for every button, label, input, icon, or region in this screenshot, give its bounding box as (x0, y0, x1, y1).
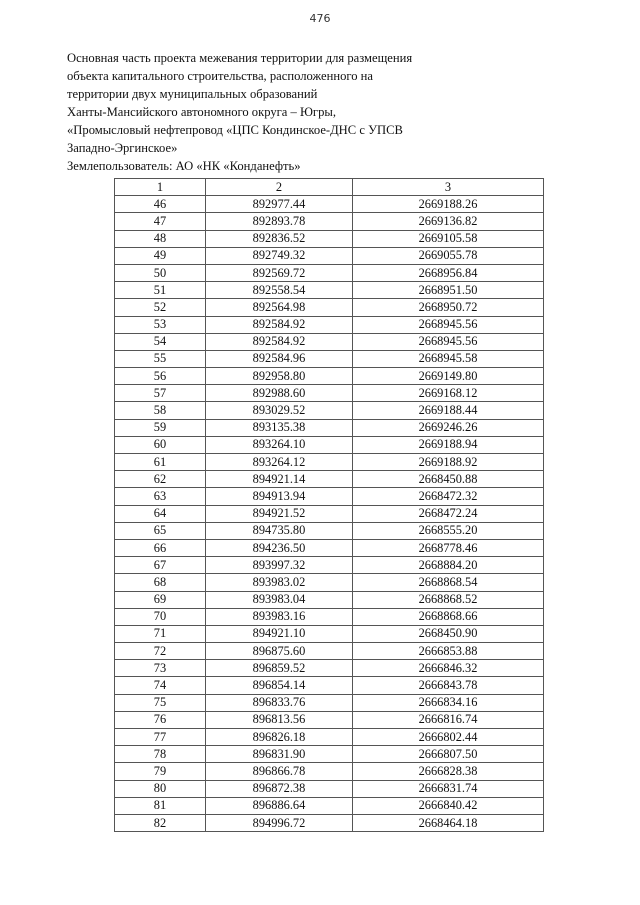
table-row (115, 213, 544, 230)
y-coordinate-cell: 2666816.74 (353, 711, 544, 728)
x-coordinate-cell: 893983.16 (206, 608, 353, 625)
x-coordinate-cell: 892988.60 (206, 385, 353, 402)
y-coordinate-cell: 2669246.26 (353, 419, 544, 436)
y-coordinate-cell: 2668464.18 (353, 814, 544, 831)
y-coordinate-cell: 2668450.88 (353, 471, 544, 488)
y-coordinate-cell: 2666846.32 (353, 660, 544, 677)
point-number-cell: 51 (115, 282, 206, 299)
point-number-cell: 61 (115, 454, 206, 471)
table-row (115, 471, 544, 488)
y-coordinate-cell: 2668945.58 (353, 350, 544, 367)
point-number-cell: 67 (115, 557, 206, 574)
y-coordinate-cell: 2668868.66 (353, 608, 544, 625)
point-number-cell: 53 (115, 316, 206, 333)
table-row (115, 539, 544, 556)
table-row (115, 797, 544, 814)
y-coordinate-cell: 2668868.52 (353, 591, 544, 608)
y-coordinate-cell: 2666843.78 (353, 677, 544, 694)
point-number-cell: 66 (115, 539, 206, 556)
point-number-cell: 52 (115, 299, 206, 316)
y-coordinate-cell: 2666840.42 (353, 797, 544, 814)
table-row (115, 488, 544, 505)
point-number-cell: 49 (115, 247, 206, 264)
point-number-cell: 75 (115, 694, 206, 711)
x-coordinate-cell: 894921.52 (206, 505, 353, 522)
x-coordinate-cell: 896833.76 (206, 694, 353, 711)
table-row (115, 299, 544, 316)
point-number-cell: 68 (115, 574, 206, 591)
table-row (115, 780, 544, 797)
point-number-cell: 58 (115, 402, 206, 419)
point-number-cell: 60 (115, 436, 206, 453)
x-coordinate-cell: 892749.32 (206, 247, 353, 264)
point-number-cell: 78 (115, 746, 206, 763)
x-coordinate-cell: 894996.72 (206, 814, 353, 831)
coordinates-table (114, 178, 544, 832)
x-coordinate-cell: 894921.14 (206, 471, 353, 488)
table-row (115, 419, 544, 436)
table-row (115, 196, 544, 213)
heading-line: Западно-Эргинское» (67, 141, 178, 155)
x-coordinate-cell: 896886.64 (206, 797, 353, 814)
x-coordinate-cell: 892584.92 (206, 333, 353, 350)
table-row (115, 454, 544, 471)
x-coordinate-cell: 892977.44 (206, 196, 353, 213)
x-coordinate-cell: 896826.18 (206, 729, 353, 746)
heading-line: Основная часть проекта межевания территории для размещения (67, 51, 413, 65)
x-coordinate-cell: 892569.72 (206, 264, 353, 281)
x-coordinate-cell: 894236.50 (206, 539, 353, 556)
point-number-cell: 79 (115, 763, 206, 780)
point-number-cell: 80 (115, 780, 206, 797)
table-row (115, 402, 544, 419)
table-row (115, 574, 544, 591)
point-number-cell: 56 (115, 368, 206, 385)
x-coordinate-cell: 894735.80 (206, 522, 353, 539)
x-coordinate-cell: 892584.92 (206, 316, 353, 333)
point-number-cell: 57 (115, 385, 206, 402)
table-row (115, 608, 544, 625)
table-row (115, 436, 544, 453)
x-coordinate-cell: 896872.38 (206, 780, 353, 797)
table-row (115, 711, 544, 728)
heading-line: «Промысловый нефтепровод «ЦПС Кондинское-ДНС с УПСВ (67, 123, 403, 137)
x-coordinate-cell: 893997.32 (206, 557, 353, 574)
point-number-cell: 63 (115, 488, 206, 505)
y-coordinate-cell: 2666802.44 (353, 729, 544, 746)
x-coordinate-cell: 893029.52 (206, 402, 353, 419)
column-header-point-number: 1 (115, 179, 206, 196)
x-coordinate-cell: 892893.78 (206, 213, 353, 230)
heading-line: объекта капитального строительства, расположенного на (67, 69, 373, 83)
point-number-cell: 71 (115, 625, 206, 642)
y-coordinate-cell: 2668951.50 (353, 282, 544, 299)
point-number-cell: 82 (115, 814, 206, 831)
table-row (115, 729, 544, 746)
y-coordinate-cell: 2668945.56 (353, 316, 544, 333)
x-coordinate-cell: 892836.52 (206, 230, 353, 247)
point-number-cell: 55 (115, 350, 206, 367)
y-coordinate-cell: 2669055.78 (353, 247, 544, 264)
y-coordinate-cell: 2669188.92 (353, 454, 544, 471)
column-header-y-coordinate: 3 (353, 179, 544, 196)
y-coordinate-cell: 2669188.94 (353, 436, 544, 453)
point-number-cell: 62 (115, 471, 206, 488)
y-coordinate-cell: 2668472.24 (353, 505, 544, 522)
table-row (115, 316, 544, 333)
column-header-x-coordinate: 2 (206, 179, 353, 196)
point-number-cell: 46 (115, 196, 206, 213)
point-number-cell: 54 (115, 333, 206, 350)
x-coordinate-cell: 896875.60 (206, 643, 353, 660)
table-row (115, 333, 544, 350)
x-coordinate-cell: 893983.02 (206, 574, 353, 591)
y-coordinate-cell: 2668956.84 (353, 264, 544, 281)
table-row (115, 746, 544, 763)
y-coordinate-cell: 2668450.90 (353, 625, 544, 642)
y-coordinate-cell: 2666828.38 (353, 763, 544, 780)
heading-line: Ханты-Мансийского автономного округа – Югры, (67, 105, 337, 119)
x-coordinate-cell: 894913.94 (206, 488, 353, 505)
y-coordinate-cell: 2668472.32 (353, 488, 544, 505)
point-number-cell: 81 (115, 797, 206, 814)
point-number-cell: 69 (115, 591, 206, 608)
point-number-cell: 73 (115, 660, 206, 677)
x-coordinate-cell: 896854.14 (206, 677, 353, 694)
table-row (115, 814, 544, 831)
y-coordinate-cell: 2669149.80 (353, 368, 544, 385)
x-coordinate-cell: 896866.78 (206, 763, 353, 780)
point-number-cell: 72 (115, 643, 206, 660)
table-row (115, 230, 544, 247)
table-row (115, 557, 544, 574)
x-coordinate-cell: 893135.38 (206, 419, 353, 436)
point-number-cell: 64 (115, 505, 206, 522)
point-number-cell: 48 (115, 230, 206, 247)
x-coordinate-cell: 893264.12 (206, 454, 353, 471)
table-row (115, 763, 544, 780)
x-coordinate-cell: 896831.90 (206, 746, 353, 763)
table-row (115, 385, 544, 402)
y-coordinate-cell: 2666807.50 (353, 746, 544, 763)
page-number: 476 (309, 12, 331, 25)
y-coordinate-cell: 2668868.54 (353, 574, 544, 591)
y-coordinate-cell: 2666853.88 (353, 643, 544, 660)
table-row (115, 247, 544, 264)
y-coordinate-cell: 2668945.56 (353, 333, 544, 350)
x-coordinate-cell: 892558.54 (206, 282, 353, 299)
table-row (115, 350, 544, 367)
x-coordinate-cell: 892958.80 (206, 368, 353, 385)
point-number-cell: 74 (115, 677, 206, 694)
point-number-cell: 50 (115, 264, 206, 281)
y-coordinate-cell: 2669136.82 (353, 213, 544, 230)
table-row (115, 522, 544, 539)
x-coordinate-cell: 896859.52 (206, 660, 353, 677)
point-number-cell: 77 (115, 729, 206, 746)
table-row (115, 660, 544, 677)
table-body (115, 196, 544, 832)
y-coordinate-cell: 2669188.26 (353, 196, 544, 213)
x-coordinate-cell: 892564.98 (206, 299, 353, 316)
y-coordinate-cell: 2669168.12 (353, 385, 544, 402)
point-number-cell: 76 (115, 711, 206, 728)
y-coordinate-cell: 2669105.58 (353, 230, 544, 247)
y-coordinate-cell: 2666834.16 (353, 694, 544, 711)
table-row (115, 282, 544, 299)
y-coordinate-cell: 2669188.44 (353, 402, 544, 419)
table-row (115, 677, 544, 694)
y-coordinate-cell: 2666831.74 (353, 780, 544, 797)
point-number-cell: 65 (115, 522, 206, 539)
y-coordinate-cell: 2668884.20 (353, 557, 544, 574)
x-coordinate-cell: 892584.96 (206, 350, 353, 367)
table-row (115, 264, 544, 281)
document-heading (67, 49, 547, 175)
table-row (115, 694, 544, 711)
table-row (115, 591, 544, 608)
y-coordinate-cell: 2668555.20 (353, 522, 544, 539)
table-row (115, 643, 544, 660)
table-row (115, 625, 544, 642)
x-coordinate-cell: 893983.04 (206, 591, 353, 608)
y-coordinate-cell: 2668778.46 (353, 539, 544, 556)
table-row (115, 505, 544, 522)
x-coordinate-cell: 893264.10 (206, 436, 353, 453)
table-header-row (115, 179, 544, 196)
heading-line: Землепользователь: АО «НК «Конданефть» (67, 159, 301, 173)
x-coordinate-cell: 896813.56 (206, 711, 353, 728)
table-row (115, 368, 544, 385)
heading-line: территории двух муниципальных образований (67, 87, 318, 101)
x-coordinate-cell: 894921.10 (206, 625, 353, 642)
point-number-cell: 47 (115, 213, 206, 230)
y-coordinate-cell: 2668950.72 (353, 299, 544, 316)
point-number-cell: 70 (115, 608, 206, 625)
point-number-cell: 59 (115, 419, 206, 436)
